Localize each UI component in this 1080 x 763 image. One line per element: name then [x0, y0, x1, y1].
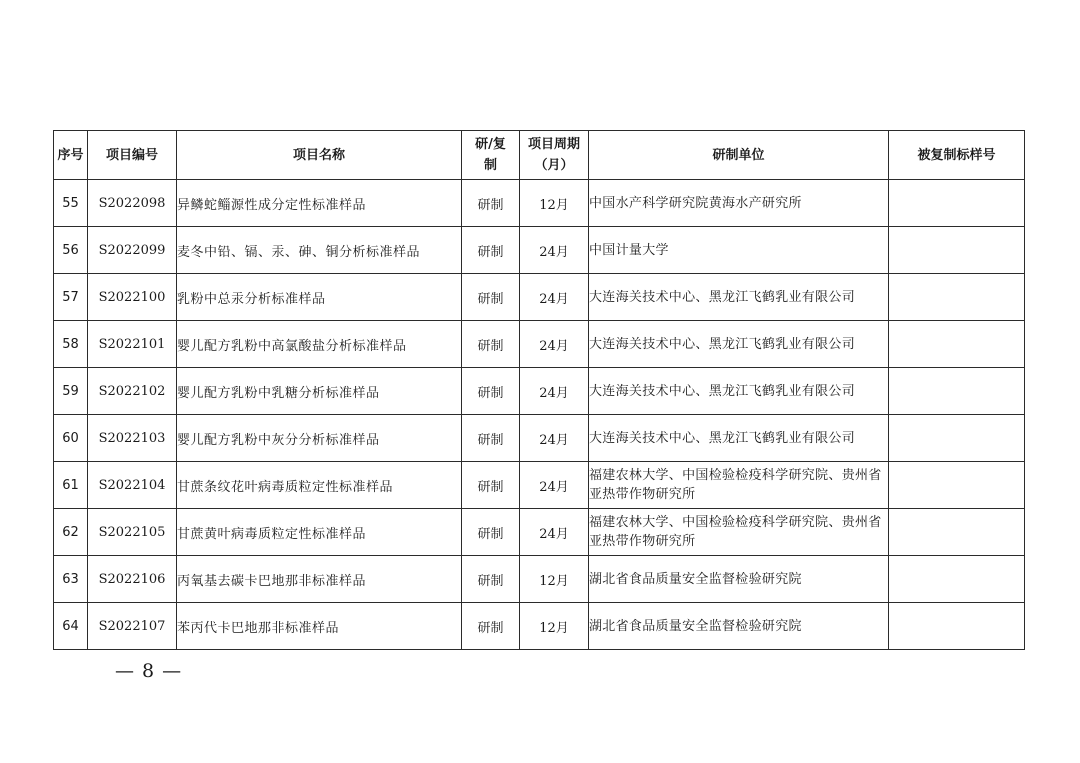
row-type: 研制 [462, 180, 520, 227]
row-name: 丙氧基去碳卡巴地那非标准样品 [177, 556, 462, 603]
row-type: 研制 [462, 603, 520, 650]
header-type: 研/复制 [462, 131, 520, 180]
table-row [54, 180, 1025, 227]
row-seq: 57 [54, 274, 88, 321]
row-copy-sample [889, 227, 1025, 274]
row-cycle: 24月 [520, 368, 589, 415]
row-type: 研制 [462, 368, 520, 415]
row-seq: 62 [54, 509, 88, 556]
row-seq: 58 [54, 321, 88, 368]
row-type: 研制 [462, 509, 520, 556]
table-row [54, 274, 1025, 321]
header-copy: 被复制标样号 [889, 131, 1025, 180]
header-code: 项目编号 [88, 131, 177, 180]
table-row [54, 509, 1025, 556]
row-copy-sample [889, 368, 1025, 415]
row-copy-sample [889, 274, 1025, 321]
row-cycle: 24月 [520, 509, 589, 556]
standard-samples-table [53, 130, 1025, 650]
row-unit: 湖北省食品质量安全监督检验研究院 [589, 603, 889, 650]
row-unit: 中国水产科学研究院黄海水产研究所 [589, 180, 889, 227]
row-type: 研制 [462, 274, 520, 321]
row-unit: 大连海关技术中心、黑龙江飞鹤乳业有限公司 [589, 368, 889, 415]
row-type: 研制 [462, 415, 520, 462]
row-unit: 大连海关技术中心、黑龙江飞鹤乳业有限公司 [589, 274, 889, 321]
row-name: 异鳞蛇鲻源性成分定性标准样品 [177, 180, 462, 227]
row-copy-sample [889, 180, 1025, 227]
header-name: 项目名称 [177, 131, 462, 180]
row-name: 婴儿配方乳粉中高氯酸盐分析标准样品 [177, 321, 462, 368]
table-row [54, 368, 1025, 415]
table-header-row [54, 131, 1025, 180]
row-unit: 福建农林大学、中国检验检疫科学研究院、贵州省亚热带作物研究所 [589, 509, 889, 556]
row-code: S2022106 [88, 556, 177, 603]
page-number: — 8 — [115, 660, 183, 682]
row-unit: 大连海关技术中心、黑龙江飞鹤乳业有限公司 [589, 415, 889, 462]
row-seq: 60 [54, 415, 88, 462]
row-code: S2022101 [88, 321, 177, 368]
header-seq: 序号 [54, 131, 88, 180]
header-cycle: 项目周期（月） [520, 131, 589, 180]
row-unit: 湖北省食品质量安全监督检验研究院 [589, 556, 889, 603]
header-unit: 研制单位 [589, 131, 889, 180]
row-code: S2022103 [88, 415, 177, 462]
row-cycle: 12月 [520, 180, 589, 227]
row-code: S2022104 [88, 462, 177, 509]
row-name: 婴儿配方乳粉中乳糖分析标准样品 [177, 368, 462, 415]
row-name: 乳粉中总汞分析标准样品 [177, 274, 462, 321]
row-cycle: 12月 [520, 556, 589, 603]
row-unit: 福建农林大学、中国检验检疫科学研究院、贵州省亚热带作物研究所 [589, 462, 889, 509]
row-name: 麦冬中铅、镉、汞、砷、铜分析标准样品 [177, 227, 462, 274]
row-seq: 61 [54, 462, 88, 509]
row-seq: 55 [54, 180, 88, 227]
table-row [54, 415, 1025, 462]
row-copy-sample [889, 415, 1025, 462]
row-type: 研制 [462, 321, 520, 368]
row-code: S2022107 [88, 603, 177, 650]
row-cycle: 12月 [520, 603, 589, 650]
row-name: 甘蔗条纹花叶病毒质粒定性标准样品 [177, 462, 462, 509]
table-row [54, 603, 1025, 650]
row-type: 研制 [462, 227, 520, 274]
row-copy-sample [889, 321, 1025, 368]
row-seq: 64 [54, 603, 88, 650]
row-cycle: 24月 [520, 321, 589, 368]
row-name: 婴儿配方乳粉中灰分分析标准样品 [177, 415, 462, 462]
row-code: S2022102 [88, 368, 177, 415]
row-seq: 63 [54, 556, 88, 603]
row-copy-sample [889, 462, 1025, 509]
row-code: S2022100 [88, 274, 177, 321]
row-seq: 56 [54, 227, 88, 274]
row-unit: 中国计量大学 [589, 227, 889, 274]
row-copy-sample [889, 556, 1025, 603]
table-row [54, 321, 1025, 368]
row-name: 苯丙代卡巴地那非标准样品 [177, 603, 462, 650]
table-row [54, 462, 1025, 509]
row-cycle: 24月 [520, 415, 589, 462]
row-type: 研制 [462, 462, 520, 509]
row-copy-sample [889, 509, 1025, 556]
row-name: 甘蔗黄叶病毒质粒定性标准样品 [177, 509, 462, 556]
row-cycle: 24月 [520, 274, 589, 321]
row-copy-sample [889, 603, 1025, 650]
row-code: S2022098 [88, 180, 177, 227]
row-cycle: 24月 [520, 227, 589, 274]
row-seq: 59 [54, 368, 88, 415]
row-code: S2022105 [88, 509, 177, 556]
row-type: 研制 [462, 556, 520, 603]
row-cycle: 24月 [520, 462, 589, 509]
row-code: S2022099 [88, 227, 177, 274]
table-row [54, 556, 1025, 603]
table-row [54, 227, 1025, 274]
row-unit: 大连海关技术中心、黑龙江飞鹤乳业有限公司 [589, 321, 889, 368]
